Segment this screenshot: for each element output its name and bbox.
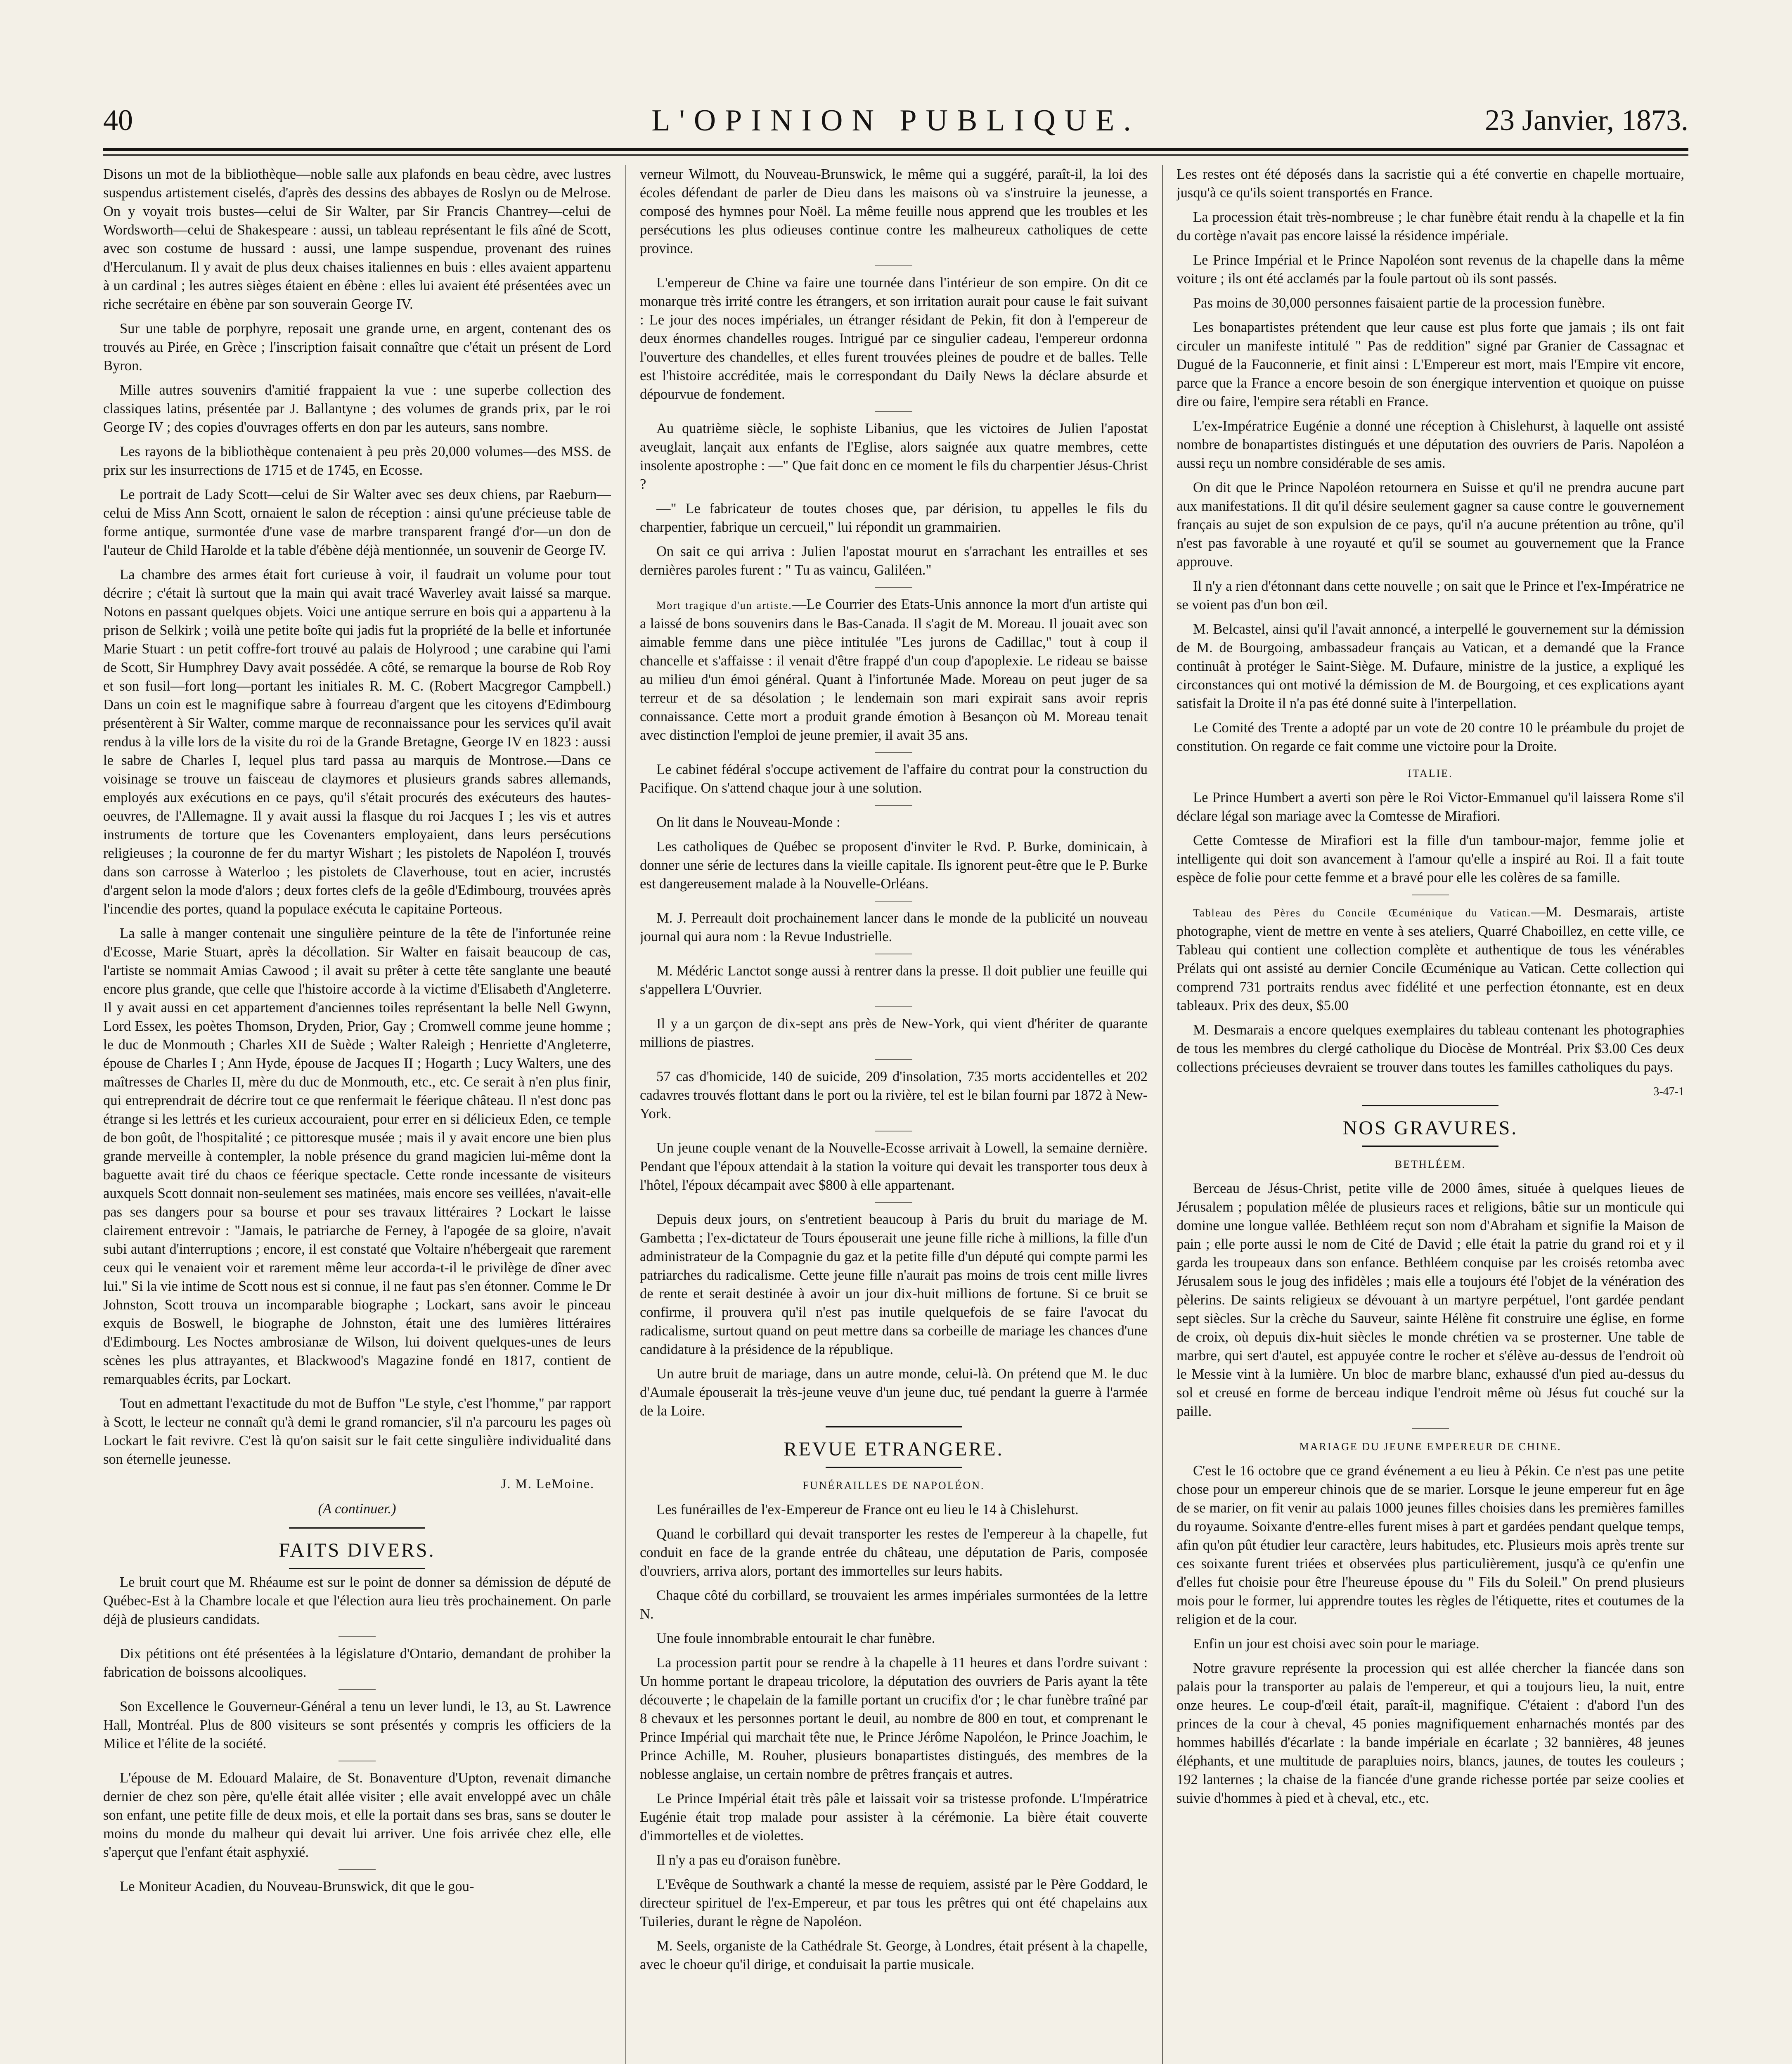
issue-date: 23 Janvier, 1873. [1484,104,1688,137]
news-item [1177,903,1684,1015]
news-item: L'empereur de Chine va faire une tournée dans l'intérieur de son empire. On dit ce monarque très irrité contre les étrangers, et son irritation aurait pour cause le fait suivant : Le jour des noces impériales, un étranger résidant de Pekin, fit don à l'empereur de deux énormes chandelles rouges. Intrigué par ce singulier cadeau, l'empereur ordonna l'ouverture des chandelles, et elles furent trouvées pleines de poudre et de balles. Telle est l'histoire accréditée, mais le correspondant du Daily News la déclare absurde et dépourvue de fondement. [640,275,1148,402]
news-item: Un jeune couple venant de la Nouvelle-Ecosse arrivait à Lowell, la semaine dernière. Pendant que l'époux attendait à la station la voiture qui devait les transporter tous deux à l'hôtel, l'époux décampait avec $800 à elle appartenant. [640,1140,1148,1193]
news-item: Les catholiques de Québec se proposent d'inviter le Rvd. P. Burke, dominicain, à donner une série de lectures dans la vieille capitale. Ils ignorent peut-être que le P. Burke est dangereusement malade à la Nouvelle-Orléans. [640,839,1148,892]
news-item: —" Le fabricateur de toutes choses que, par dérision, tu appelles le fils du charpentier, fabrique un cercueil," lui répondit un grammairien. [640,501,1148,535]
news-item: Le cabinet fédéral s'occupe activement de l'affaire du contrat pour la construction du Pacifique. On s'attend chaque jour à une solution. [640,762,1148,796]
news-item: On lit dans le Nouveau-Monde : [656,814,840,830]
article-paragraph: Les funérailles de l'ex-Empereur de France ont eu lieu le 14 à Chislehurst. [656,1502,1079,1517]
article-paragraph: M. Seels, organiste de la Cathédrale St. George, à Londres, était présent à la chapelle, avec le choeur qu'il dirige, et conduisait la partie musicale. [640,1938,1148,1972]
article-paragraph: Mille autres souvenirs d'amitié frappaient la vue : une superbe collection des classiques latins, présentée par J. Ballantyne ; des volumes de grands prix, par le roi George IV ; des copies d'ouvrages offerts en don par les auteurs, sans nombre. [103,382,611,435]
column-1 [103,165,611,2064]
subsection-title-italie: ITALIE. [1408,767,1453,779]
column-2 [640,165,1148,2064]
news-item: M. J. Perreault doit prochainement lancer dans le monde de la publicité un nouveau journal qui aura nom : la Revue Industrielle. [640,910,1148,944]
masthead: L'OPINION PUBLIQUE. [651,104,1140,137]
news-item: 57 cas d'homicide, 140 de suicide, 209 d'insolation, 735 morts accidentelles et 202 cadavres trouvés flottant dans le port ou la rivière, tel est le bilan fourni par 1872 à New-York. [640,1069,1148,1122]
article-paragraph: Une foule innombrable entourait le char funèbre. [656,1631,935,1646]
news-item: Au quatrième siècle, le sophiste Libanius, que les victoires de Julien l'apostat aveuglait, lançait aux enfants de l'Eglise, alors saignée aux quatre membres, cette insolente apostrophe : —" Que fait donc en ce moment le fils du charpentier Jésus-Christ ? [640,421,1148,492]
column-divider [1162,165,1163,2064]
page-number: 40 [103,104,133,137]
section-title-faits-divers: FAITS DIVERS. [279,1539,436,1561]
subsection-title: FUNÉRAILLES DE NAPOLÉON. [802,1479,985,1491]
news-item-text: —Le Courrier des Etats-Unis annonce la mort d'un artiste qui a laissé de bons souvenirs dans le Bas-Canada. Il s'agit de M. Moreau. Il jouait avec son aimable femme dans une pièce intitulée "Les jurons de Cadillac," tout à coup il chancelle et s'affaisse : il venait d'être frappé d'un coup d'apoplexie. Le rideau se baisse au milieu d'un émoi général. Quant à l'infortunée Made. Moreau on peut juger de sa terreur et de sa désolation ; le lendemain son mari expirait sans avoir repris connaissance. Cette mort a produit grande émotion à Besançon où M. Moreau tenait avec distinction l'emploi de jeune premier, il avait 35 ans. [640,596,1148,743]
article-paragraph: C'est le 16 octobre que ce grand événement a eu lieu à Pékin. Ce n'est pas une petite chose pour un empereur chinois que de se marier. Lorsque le jeune empereur fut en âge de se marier, on fit venir au palais 1000 jeunes filles choisies dans les premières familles du royaume. Soixante d'entre-elles furent mises à part et gardées pendant quelque temps, afin qu'on pût étudier leur caractère, leurs habitudes, etc. Plusieurs mois après trente sur ces soixante furent triées et observées plus particulièrement, jusqu'à ce qu'enfin une d'elles fut choisie pour être l'heureuse épouse du " Fils du Soleil." On prend plusieurs mois pour le former, lui apprendre toutes les règles de l'étiquette, rites et coutumes de la religion et de la cour. [1177,1463,1684,1627]
news-item: Dix pétitions ont été présentées à la législature d'Ontario, demandant de prohiber la fabrication de boissons alcooliques. [103,1646,611,1680]
article-paragraph: Chaque côté du corbillard, se trouvaient les armes impériales surmontées de la lettre N. [640,1588,1148,1622]
run-in-heading: Tableau des Pères du Concile Œcuménique du Vatican. [1193,907,1532,919]
article-paragraph: Les rayons de la bibliothèque contenaient à peu près 20,000 volumes—des MSS. de prix sur les insurrections de 1715 et de 1745, en Ecosse. [103,444,611,478]
section-rule [1362,1105,1498,1106]
news-item: Le Moniteur Acadien, du Nouveau-Brunswick, dit que le gou- [120,1879,474,1894]
article-paragraph: L'ex-Impératrice Eugénie a donné une réception à Chislehurst, à laquelle ont assisté nombre de bonapartistes distingués et une députation des ouvriers de Paris. Napoléon a aussi reçu un nombre considérable de ses amis. [1177,418,1684,471]
news-item: Le bruit court que M. Rhéaume est sur le point de donner sa démission de député de Québec-Est à la Chambre locale et que l'élection aura lieu très prochainement. On parle déjà de plusieurs candidats. [103,1574,611,1627]
item-separator [875,411,912,412]
news-item: Depuis deux jours, on s'entretient beaucoup à Paris du bruit du mariage de M. Gambetta ; l'ex-dictateur de Tours épouserait une jeune fille riche à millions, la fille d'un administrateur de la Compagnie du gaz et la petite fille d'un député qui compte parmi les patriarches du radicalisme. Cette jeune fille n'aurait pas moins de trois cent mille livres de rente et serait destinée à avoir un jour dix-huit millions de fortune. Si ce bruit se confirme, il prouvera qu'il n'est pas inutile quelquefois de se faire l'avocat du radicalisme, surtout quand on peut mettre dans sa corbeille de mariage les chances d'une candidature à la présidence de la république. [640,1212,1148,1357]
article-paragraph: Les bonapartistes prétendent que leur cause est plus forte que jamais ; ils ont fait circuler un manifeste intitulé " Pas de reddition" signé par Granier de Cassagnac et Dugué de la Fauconnerie, et finit ainsi : L'Empereur est mort, mais l'Empire vit encore, parce que la France a encore besoin de son énergique intervention et quoique on puisse dire ou faire, l'empire sera rétabli en France. [1177,320,1684,409]
news-item: Son Excellence le Gouverneur-Général a tenu un lever lundi, le 13, au St. Lawrence Hall, Montréal. Plus de 800 visiteurs se sont présentés y compris les officiers de la Milice et l'élite de la société. [103,1699,611,1752]
item-separator [339,1869,376,1870]
article-paragraph: Il n'y a rien d'étonnant dans cette nouvelle ; on sait que le Prince et l'ex-Impératrice ne se voient pas d'un bon œil. [1177,578,1684,613]
author-signature: J. M. LeMoine. [501,1476,594,1491]
item-separator [875,587,912,588]
article-paragraph: Quand le corbillard qui devait transporter les restes de l'empereur à la chapelle, fut conduit en face de la grande entrée du château, une députation de Paris, composée d'ouvriers, arriva alors, portant des immortelles sur leurs habits. [640,1526,1148,1579]
news-item: L'épouse de M. Edouard Malaire, de St. Bonaventure d'Upton, revenait dimanche dernier de chez son père, qu'elle était allée visiter ; elle avait enveloppé avec un châle son enfant, une petite fille de deux mois, et elle la portait dans ses bras, sans se douter le moins du monde du malheur qui devait lui arriver. Une fois arrivée chez elle, elle s'aperçut que l'enfant était asphyxié. [103,1770,611,1860]
item-separator [875,1059,912,1060]
continued-note: (A continuer.) [318,1501,396,1517]
article-paragraph: Le Prince Impérial et le Prince Napoléon sont revenus de la chapelle dans la même voiture ; ils ont été acclamés par la foule partout où ils sont passés. [1177,252,1684,286]
section-rule [826,1467,962,1468]
news-item: Il y a un garçon de dix-sept ans près de New-York, qui vient d'hériter de quarante millions de piastres. [640,1016,1148,1050]
section-title-nos-gravures: NOS GRAVURES. [1342,1117,1518,1139]
article-paragraph: On dit que le Prince Napoléon retournera en Suisse et qu'il ne prendra aucune part aux manifestations. Il dit qu'il désire seulement gagner sa cause contre le gouvernement français au sujet de son expulsion de ce pays, qu'il n'a aucune prétention au trône, qu'il n'est pas favorable à une royauté et qu'il se soumet au gouvernement que la France approuve. [1177,480,1684,570]
item-separator [875,752,912,753]
section-title-revue-etrangere: REVUE ETRANGERE. [784,1438,1004,1460]
item-separator [875,901,912,902]
article-paragraph: Le Prince Impérial était très pâle et laissait voir sa tristesse profonde. L'Impératrice Eugénie était trop malade pour assister à la cérémonie. La bière était couverte d'immortelles et de violettes. [640,1791,1148,1844]
article-paragraph: Il n'y a pas eu d'oraison funèbre. [656,1852,841,1868]
news-item: M. Médéric Lanctot songe aussi à rentrer dans la presse. Il doit publier une feuille qui s'appellera L'Ouvrier. [640,963,1148,997]
article-paragraph: Les restes ont été déposés dans la sacristie qui a été convertie en chapelle mortuaire, jusqu'à ce qu'ils soient transportés en France. [1177,166,1684,201]
article-paragraph: La salle à manger contenait une singulière peinture de la tête de l'infortunée reine d'Ecosse, Marie Stuart, après la décollation. Sir Walter en faisait beaucoup de cas, l'artiste se nommait Amias Cawood ; il avait su prêter à cette tête sanglante une beauté encore plus grande, que celle que l'histoire accorde à la victime d'Elisabeth d'Angleterre. Il y avait aussi en cet appartement d'anciennes toiles représentant la belle Nell Gwynn, Lord Essex, les poètes Thomson, Dryden, Prior, Gay ; Cromwell comme jeune homme ; le duc de Monmouth ; Charles XII de Suède ; Walter Raleigh ; Henriette d'Angleterre, épouse de Charles I ; Ann Hyde, épouse de Jacques II ; Hogarth ; Lucy Walters, une des maîtresses de Charles II, mère du duc de Monmouth, etc., etc. Ce serait à n'en plus finir, qui entreprendrait de décrire tout ce que renfermait le féerique château. Il n'est donc pas étrange si les lettrés et les curieux accouraient, pour errer en si délicieux Eden, ce temple de bon goût, de l'hospitalité ; ce pittoresque musée ; mais il y avait encore une bien plus grande merveille à contempler, la noble présence du grand magicien lui-même dont la baguette avait tiré du chaos ce féerique spectacle. Cette ronde incessante de visiteurs auxquels Scott donnait non-seulement ses matinées, mais encore ses veillées, n'avait-elle pas ses dangers pour sa bourse et pour ses travaux littéraires ? Lockart le laisse clairement entrevoir : "Jamais, le patriarche de Ferney, à l'apogée de sa gloire, n'avait subi autant d'interruptions ; encore, il est constaté que Voltaire n'hébergeait que rarement ceux qui le venaient voir et rarement même leur accorda-t-il le privilège de dîner avec lui." Si la vie intime de Scott nous est si connue, il ne faut pas s'en étonner. Comme le Dr Johnston, Scott trouva un incomparable biographe ; Lockart, sans avoir le pinceau exquis de Boswell, le biographe de Johnston, était une des lumières littéraires d'Edimbourg. Les Noctes ambrosianæ de Wilson, lui doivent quelques-unes de leurs scènes les plus attrayantes, et Blackwood's Magazine fondé en 1817, contient de remarquables écrits, par Lockart. [103,925,611,1387]
article-paragraph: Cette Comtesse de Mirafiori est la fille d'un tambour-major, femme jolie et intelligente qui doit son avancement à l'amour qu'elle a inspiré au Roi. Il a fait toute espèce de folie pour cette femme et a bravé pour elle les colères de sa famille. [1177,833,1684,885]
article-paragraph: Berceau de Jésus-Christ, petite ville de 2000 âmes, située à quelques lieues de Jérusalem ; population mêlée de plusieurs races et religions, bâtie sur un monticule qui domine une longue vallée. Bethléem reçut son nom d'Abraham et signifie la Maison de pain ; elle porte aussi le nom de Cité de David ; elle était la patrie du grand roi et y il garda les troupeaux dans son enfance. Bethléem conquise par les croisés retomba avec Jérusalem sous le joug des infidèles ; mais elle a toujours été l'objet de la vénération des pèlerins. De saints religieux se dévouant à un martyre perpétuel, l'ont gardée pendant sept siècles. Sur la crèche du Sauveur, sainte Hélène fit construire une église, en forme de croix, où depuis dix-huit siècles le monde chrétien va se prosterner. Une table de marbre, qui sert d'autel, est appuyée contre le rocher et s'élève au-dessus de l'endroit où le Messie vint à la lumière. Un bloc de marbre blanc, exhaussé d'un pied au-dessus du sol et creusé en forme de berceau indique l'endroit même où Jésus fut couché sur la paille. [1177,1181,1684,1419]
subsection-title-bethleem: BETHLÉEM. [1394,1158,1466,1170]
article-paragraph: Sur une table de porphyre, reposait une grande urne, en argent, contenant des os trouvés au Pirée, en Grèce ; l'inscription faisait connaître que c'était un présent de Lord Byron. [103,321,611,374]
section-rule [289,1568,425,1569]
article-paragraph: Le Prince Humbert a averti son père le Roi Victor-Emmanuel qu'il laissera Rome s'il déclare légal son mariage avec la Comtesse de Mirafiori. [1177,790,1684,824]
news-item: M. Desmarais a encore quelques exemplaires du tableau contenant les photographies de tous les membres du clergé catholique du Diocèse de Montréal. Prix $3.00 Ces deux collections précieuses devraient se trouver dans toutes les familles catholiques du pays. [1177,1022,1684,1075]
article-paragraph: La chambre des armes était fort curieuse à voir, il faudrait un volume pour tout décrire ; c'était là surtout que la main qui avait tracé Waverley avait laissé sa marque. Notons en passant quelques objets. Voici une antique serrure en bois qui a appartenu à la prison de Selkirk ; voilà une petite boîte qui jadis fut la propriété de la belle et infortunée Marie Stuart : un petit coffre-fort trouvé au palais de Holyrood ; une carabine qui l'ami de Scott, Sir Humphrey Davy avait possédée. A côté, se remarque la bourse de Rob Roy et son fusil—fort long—portant les initiales R. M. C. (Robert Macgregor Campbell.) Dans un coin est le magnifique sabre à fourreau d'argent que les citoyens d'Edimbourg présentèrent à Sir Walter, comme marque de reconnaissance pour les services qu'il avait rendus à la ville lors de la visite du roi de la Grande Bretagne, George IV en 1823 : aussi le sabre de Charles I, lequel plus tard passa au marquis de Montrose.—Dans ce voisinage se trouve un faisceau de claymores et plusieurs grands sabres allemands, employés aux exécutions en ce pays, qu'il s'était procurés des exécuteurs des hautes-oeuvres, de l'Allemagne. Il y avait aussi la flasque du roi Jacques I ; les vis et autres instruments de torture que les Covenanters employaient, dans leurs persécutions religieuses ; la couronne de fer du martyr Wishart ; les pistolets de Napoléon I, trouvés dans son carrosse à Waterloo ; les pistolets de Claverhouse, tout en acier, incrustés d'argent selon la mode d'alors ; deux fortes clefs de la geôle d'Edimbourg, trouvées après l'incendie des portes, quand la populace exécuta le capitaine Porteous. [103,567,611,917]
item-separator [1412,1428,1449,1429]
article-paragraph: Disons un mot de la bibliothèque—noble salle aux plafonds en beau cèdre, avec lustres suspendus artistement ciselés, d'après des dessins des abbayes de Roslyn ou de Melrose. On y voyait trois bustes—celui de Sir Walter, par Sir Francis Chantrey—celui de Wordsworth—celui de Shakespeare : aussi, un tableau représentant le fils aîné de Scott, avec son costume de hussard : aussi, une lampe suspendue, provenant des ruines d'Herculanum. Il y avait de plus deux chaises italiennes en buis : elles avaient appartenu à un cardinal ; les autres sièges étaient en ébène : elles lui avaient été présentées avec un riche secrétaire en ébène par son souverain George IV. [103,166,611,312]
item-separator [339,1636,376,1637]
section-rule [826,1426,962,1427]
article-paragraph: Tout en admettant l'exactitude du mot de Buffon "Le style, c'est l'homme," par rapport à Scott, le lecteur ne connaît qu'à demi le grand romancier, s'il n'a parcouru les pages où Lockart le fait revivre. C'est là qu'on saisit sur le fait cette singulière individualité dans son éternelle jeunesse. [103,1396,611,1467]
article-paragraph: La procession était très-nombreuse ; le char funèbre était rendu à la chapelle et la fin du cortège n'avait pas encore laissé la résidence impériale. [1177,209,1684,244]
header-rule [103,148,1688,151]
item-separator [875,1202,912,1203]
run-in-heading: Mort tragique d'un artiste. [656,599,792,611]
item-separator [339,1689,376,1690]
column-divider [625,165,626,2064]
article-paragraph: Enfin un jour est choisi avec soin pour le mariage. [1193,1636,1480,1652]
article-paragraph: Le portrait de Lady Scott—celui de Sir Walter avec ses deux chiens, par Raeburn—celui de Miss Ann Scott, ornaient le salon de réception : ainsi qu'une précieuse table de forme antique, surmontée d'une vase de marbre transparent frangé d'or—un don de l'auteur de Child Harolde et la table d'ébène déjà mentionnée, un souvenir de George IV. [103,487,611,558]
item-separator [875,805,912,806]
item-separator [875,265,912,266]
article-paragraph: Le Comité des Trente a adopté par un vote de 20 contre 10 le préambule du projet de constitution. On regarde ce fait comme une victoire pour la Droite. [1177,720,1684,754]
article-paragraph: Notre gravure représente la procession qui est allée chercher la fiancée dans son palais pour la transporter au palais de l'empereur, et qui a toujours lieu, la nuit, entre onze heures. Le coup-d'œil était, paraît-il, magnifique. C'étaient : d'abord l'un des princes de la cour à cheval, 45 ponies magnifiquement enharnachés montés par des hommes habillés d'écarlate : la bande impériale en écarlate ; 32 bannières, 48 jeunes éléphants, et une multitude de parapluies noirs, blancs, jaunes, de toutes les couleurs ; 192 lanternes ; la chaise de la fiancée d'une grande richesse portée par seize coolies et suivie d'hommes à pied et à cheval, etc., etc. [1177,1660,1684,1806]
news-item-text: —M. Desmarais, artiste photographe, vient de mettre en vente à ses ateliers, Quarré Chaboillez, en cette ville, ce Tableau qui contient une collection complète et authentique de tous les vénérables Prélats qui ont assisté au dernier Concile Œcuménique au Vatican. Cette collection qui comprend 731 portraits rendus avec fidélité et une perfection étonnante, est en deux tableaux. Prix des deux, $5.00 [1177,904,1684,1013]
ad-reference: 3-47-1 [1653,1085,1684,1098]
article-paragraph: M. Belcastel, ainsi qu'il l'avait annoncé, a interpellé le gouvernement sur la démission de M. de Bourgoing, ambassadeur français au Vatican, et a demandé que la France continuât à protéger le Saint-Siège. M. Dufaure, ministre de la justice, a expliqué les circonstances qui ont motivé la démission de M. de Bourgoing, et ces explications ayant satisfait la Droite il n'a pas été donné suite à l'interpellation. [1177,621,1684,711]
news-item: verneur Wilmott, du Nouveau-Brunswick, le même qui a suggéré, paraît-il, la loi des écoles défendant de parler de Dieu dans les maisons où va s'instruire la jeunesse, a composé des hymnes pour Noël. La même feuille nous apprend que les troubles et les persécutions les plus odieuses continue contre les malheureux catholiques de cette province. [640,166,1148,256]
column-3 [1177,165,1684,2064]
section-rule [289,1527,425,1529]
article-paragraph: L'Evêque de Southwark a chanté la messe de requiem, assisté par le Père Goddard, le directeur spirituel de l'ex-Empereur, et par tous les prêtres qui ont été chapelains aux Tuileries, durant le règne de Napoléon. [640,1877,1148,1929]
item-separator [875,1006,912,1007]
section-rule [1362,1146,1498,1147]
subsection-title-mariage: MARIAGE DU JEUNE EMPEREUR DE CHINE. [1299,1441,1562,1453]
article-paragraph: Pas moins de 30,000 personnes faisaient partie de la procession funèbre. [1193,295,1605,311]
article-paragraph: La procession partit pour se rendre à la chapelle à 11 heures et dans l'ordre suivant : Un homme portant le drapeau tricolore, la députation des ouvriers de Paris ayant la tête découverte ; le chapelain de la famille portant un crucifix d'or ; le char funèbre traîné par 8 chevaux et les personnes portant le deuil, au nombre de 800 en tout, et comprenant le Prince Impérial qui marchait tête nue, le Prince Jérôme Napoléon, le Prince Joachim, le Prince Achille, M. Rouher, plusieurs bonapartistes distingués, des membres de la noblesse anglaise, un certain nombre de prêtres français et autres. [640,1655,1148,1782]
news-item: On sait ce qui arriva : Julien l'apostat mourut en s'arrachant les entrailles et ses dernières paroles furent : " Tu as vaincu, Galiléen." [640,544,1148,578]
news-item: Un autre bruit de mariage, dans un autre monde, celui-là. On prétend que M. le duc d'Aumale épouserait la très-jeune veuve d'un jeune duc, tué pendant la guerre à l'armée de la Loire. [640,1366,1148,1419]
news-item [640,595,1148,745]
page-header [103,99,1688,153]
header-rule-thin [103,154,1688,156]
